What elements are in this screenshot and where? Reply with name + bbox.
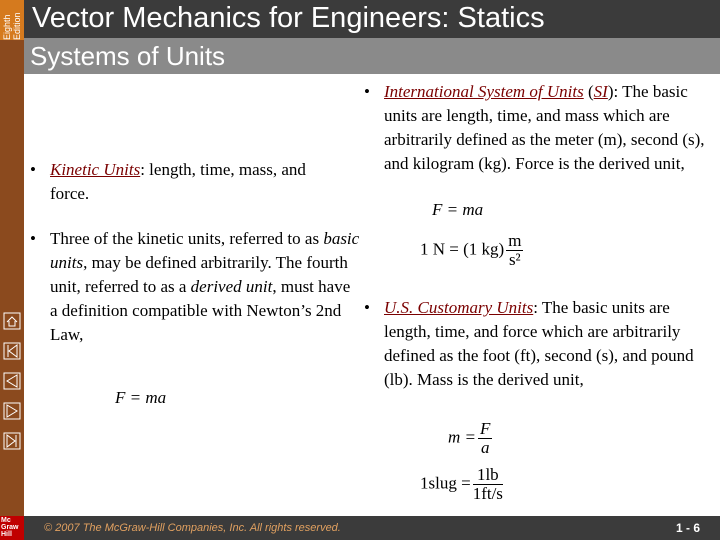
si-eq2-den: s²	[508, 250, 521, 269]
mcgraw-hill-logo	[0, 516, 24, 540]
us-units-text: The basic units are length, time, and force which are arbitrarily defined as the foot (ft), second (s), and pound (lb). Mass is the derived unit,	[384, 298, 694, 389]
basic-units-bullet	[30, 227, 360, 347]
bullet-dot: •	[364, 82, 370, 101]
page-number: 1 - 6	[675, 521, 700, 535]
us-eq1-left: m =	[448, 427, 476, 447]
subtitle-bar	[24, 38, 720, 74]
us-units-bullet: • U.S. Customary Units: The basic units are length, time, and force which are arbitrarily defined as the foot (ft), second (s), and pound (lb). Mass is the derived unit,	[364, 298, 694, 389]
basic-units-text-2: , may be defined arbitrarily. The fourth unit, referred to as a	[50, 253, 348, 296]
footer-bar	[24, 516, 720, 540]
next-page-icon[interactable]	[3, 402, 21, 420]
first-page-icon[interactable]	[3, 342, 21, 360]
edition-badge	[0, 0, 24, 40]
slide-title: Systems of Units	[30, 41, 226, 71]
last-page-icon[interactable]	[3, 432, 21, 450]
us-eq2-den: 1ft/s	[472, 484, 503, 503]
us-eq1-den: a	[480, 438, 490, 457]
us-equation-1	[448, 420, 494, 457]
basic-units-term: basic units	[50, 229, 360, 272]
si-equation-1: F = ma	[432, 200, 484, 219]
title-bar	[24, 0, 720, 38]
si-units-term: International System of Units	[384, 82, 584, 101]
bullet-dot: •	[364, 298, 370, 317]
us-eq2-left: 1slug =	[420, 473, 471, 493]
us-eq2-num: 1lb	[473, 466, 503, 485]
sidebar	[0, 0, 24, 540]
kinetic-units-bullet	[30, 158, 340, 206]
si-equation-2	[420, 232, 525, 269]
si-units-text: The basic units are length, time, and mass which are arbitrarily defined as the meter (m), second (s), and kilogram (kg). Force is the derived unit,	[384, 82, 705, 173]
us-units-term: U.S. Customary Units	[384, 298, 534, 317]
si-abbr: SI	[593, 82, 608, 101]
edition-label: Eighth Edition	[2, 12, 22, 40]
us-equation-2	[420, 466, 505, 503]
copyright-text: © 2007 The McGraw-Hill Companies, Inc. All rights reserved.	[44, 522, 341, 534]
page-title: Vector Mechanics for Engineers: Statics	[32, 2, 545, 34]
newton-equation: F = ma	[115, 388, 167, 407]
logo-text: Mc Graw Hill	[1, 517, 19, 538]
kinetic-units-text: : length, time, mass, and force.	[50, 160, 306, 203]
home-icon[interactable]	[3, 312, 21, 330]
previous-page-icon[interactable]	[3, 372, 21, 390]
bullet-dot: •	[30, 160, 36, 179]
si-eq2-left: 1 N = (1 kg)	[420, 239, 505, 259]
si-units-bullet: • International System of Units (SI): The basic units are length, time, and mass which are arbitrarily defined as the meter (m), second (s), and kilogram (kg). Force is the derived unit,	[364, 82, 705, 173]
bullet-dot: •	[30, 229, 36, 248]
si-eq2-num: m	[508, 231, 522, 250]
us-eq1-num: F	[480, 419, 491, 438]
kinetic-units-term: Kinetic Units	[50, 160, 141, 179]
basic-units-text-1: Three of the kinetic units, referred to as	[50, 229, 324, 248]
derived-unit-term: derived unit	[190, 277, 273, 296]
basic-units-text-3: , must have a definition compatible with Newton’s 2nd Law,	[50, 277, 351, 344]
